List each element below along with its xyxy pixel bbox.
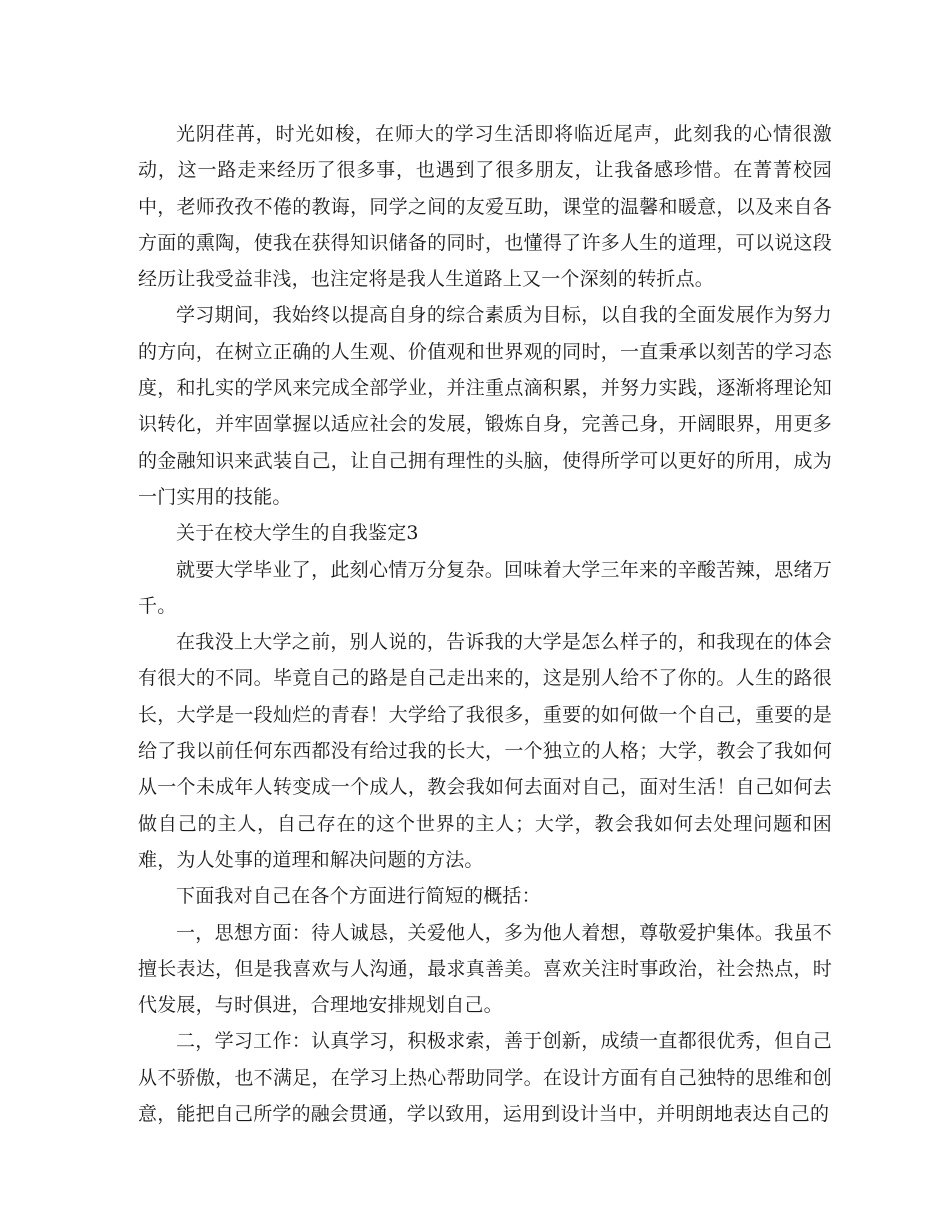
paragraph-summary-intro: 下面我对自己在各个方面进行简短的概括： [176, 885, 541, 908]
paragraph-intro: 光阴荏苒，时光如梭，在师大的学习生活即将临近尾声，此刻我的心情很激动，这一路走来经历了很多事，也遇到了很多朋友，让我备感珍惜。在菁菁校园中，老师孜孜不倦的教诲，同学之间的友爱互助，课堂的温馨和暖意，以及来自各方面的熏陶，使我在获得知识储备的同时，也懂得了许多人生的道理，可以说这段经历让我受益非浅，也注定将是我人生道路上又一个深刻的转折点。 [138, 123, 832, 291]
paragraph-study-work: 二，学习工作：认真学习，积极求索，善于创新，成绩一直都很优秀，但自己从不骄傲，也不满足，在学习上热心帮助同学。在设计方面有自己独特的思维和创意，能把自己所学的融会贯通，学以致用，运用到设计当中，并明朗地表达自己的 [138, 1030, 832, 1126]
section-heading: 关于在校大学生的自我鉴定3 [176, 522, 419, 545]
paragraph-study-period: 学习期间，我始终以提高自身的综合素质为目标，以自我的全面发展作为努力的方向，在树立正确的人生观、价值观和世界观的同时，一直秉承以刻苦的学习态度，和扎实的学风来完成全部学业，并注重点滴积累，并努力实践，逐渐将理论知识转化，并牢固掌握以适应社会的发展，锻炼自身，完善己身，开阔眼界，用更多的金融知识来武装自己，让自己拥有理性的头脑，使得所学可以更好的所用，成为一门实用的技能。 [138, 304, 832, 508]
document-body [138, 116, 832, 1132]
paragraph-thought: 一，思想方面：待人诚恳，关爱他人，多为他人着想，尊敬爱护集体。我虽不擅长表达，但是我喜欢与人沟通，最求真善美。喜欢关注时事政治，社会热点，时代发展，与时俱进，合理地安排规划自己。 [138, 921, 832, 1017]
paragraph-university-life: 在我没上大学之前，别人说的，告诉我的大学是怎么样子的，和我现在的体会有很大的不同。毕竟自己的路是自己走出来的，这是别人给不了你的。人生的路很长，大学是一段灿烂的青春！大学给了我很多，重要的如何做一个自己，重要的是给了我以前任何东西都没有给过我的长大，一个独立的人格；大学，教会了我如何从一个未成年人转变成一个成人，教会我如何去面对自己，面对生活！自己如何去做自己的主人，自己存在的这个世界的主人；大学，教会我如何去处理问题和困难，为人处事的道理和解决问题的方法。 [138, 631, 832, 871]
paragraph-graduation: 就要大学毕业了，此刻心情万分复杂。回味着大学三年来的辛酸苦辣，思绪万千。 [138, 558, 832, 617]
